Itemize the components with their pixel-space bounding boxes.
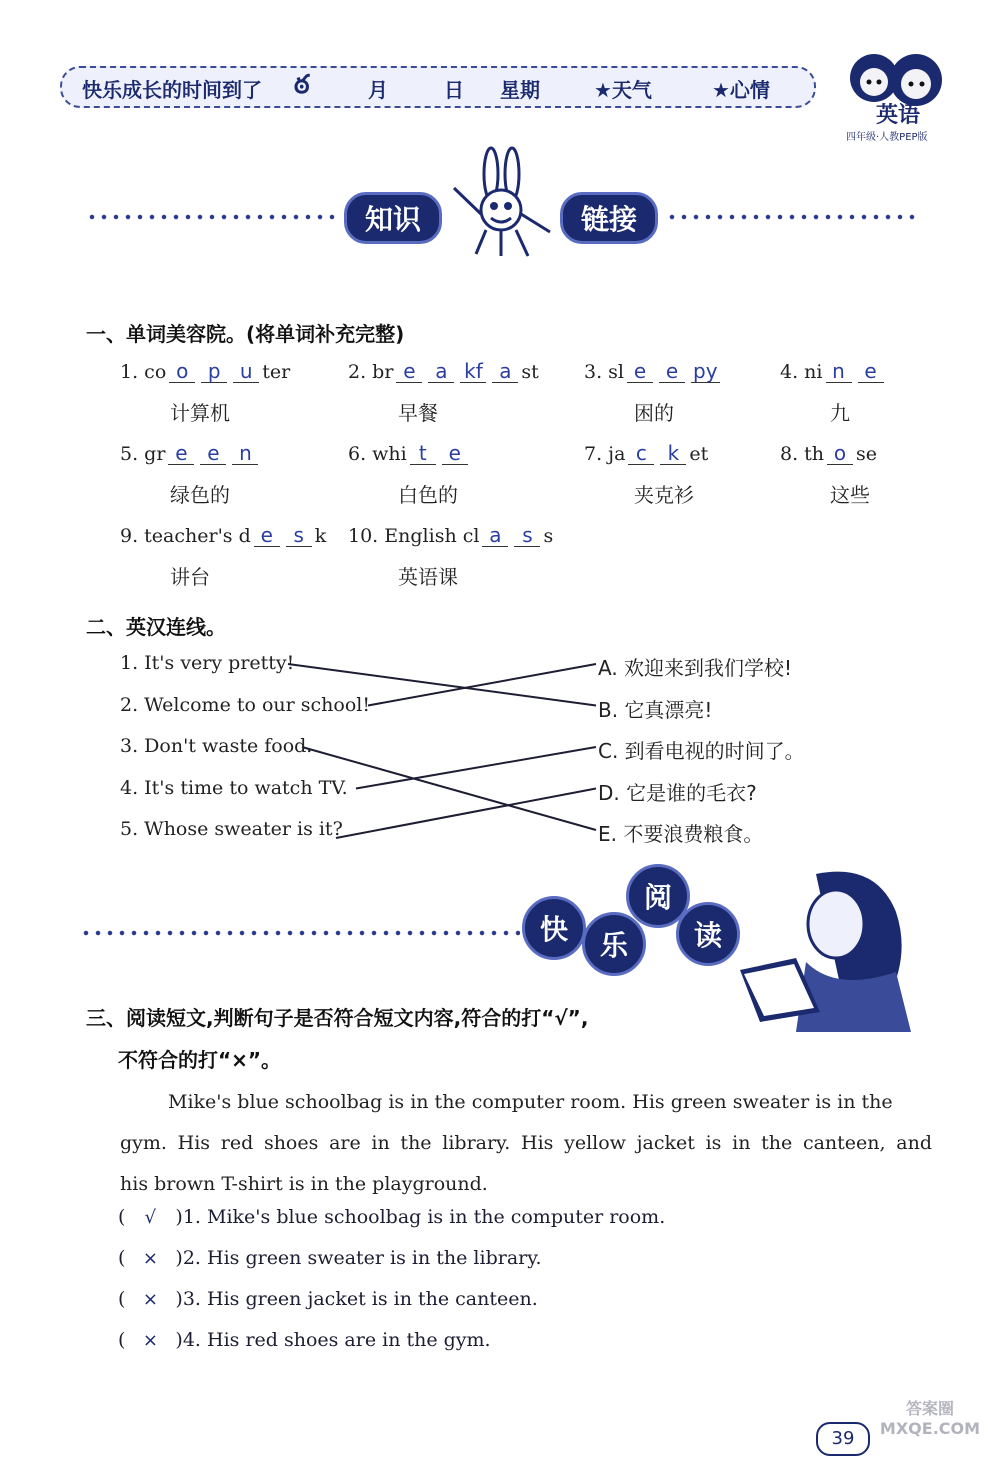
reading-girl-illustration: [736, 862, 926, 1040]
word-prefix: English cl: [384, 525, 480, 547]
passage-line-2: gym. His red shoes are in the library. His yellow jacket is in the canteen, and: [120, 1132, 932, 1154]
paren-close: ): [175, 1206, 183, 1228]
word-suffix: st: [521, 361, 539, 383]
section2-heading: 二、英汉连线。: [86, 615, 226, 639]
filled-blank: s: [286, 524, 312, 547]
judgement-statement: 1. Mike's blue schoolbag is in the computer room.: [182, 1206, 666, 1228]
word-suffix: ter: [262, 361, 291, 383]
word-meaning: 英语课: [398, 565, 458, 589]
header-day: 日: [444, 78, 464, 102]
filled-blank: a: [428, 360, 454, 383]
reading-passage: [120, 1082, 932, 1205]
paren-open: (: [118, 1329, 126, 1351]
filled-blank: t: [410, 442, 436, 465]
word-number: 5.: [120, 443, 145, 465]
word-suffix: k: [314, 525, 327, 547]
word-meaning: 计算机: [170, 401, 230, 425]
passage-line-1: Mike's blue schoolbag is in the computer room. His green sweater is in the: [168, 1091, 893, 1113]
word-prefix: ni: [804, 361, 823, 383]
filled-blank: e: [168, 442, 194, 465]
section3-heading-line2: 不符合的打“×”。: [118, 1048, 282, 1072]
word-number: 4.: [780, 361, 805, 383]
filled-blank: u: [233, 360, 259, 383]
filled-blank: e: [200, 442, 226, 465]
filled-blank: c: [628, 442, 654, 465]
judgement-row: [118, 1206, 665, 1228]
word-prefix: br: [372, 361, 394, 383]
judgement-row: [118, 1288, 538, 1310]
word-number: 9.: [120, 525, 145, 547]
filled-blank: n: [826, 360, 852, 383]
filled-blank: s: [514, 524, 540, 547]
match-line: [288, 664, 596, 706]
answer-mark: ×: [142, 1248, 158, 1269]
judgement-row: [118, 1247, 541, 1269]
chinese-phrase: B. 它真漂亮!: [598, 697, 713, 722]
page-number: 39: [816, 1422, 870, 1456]
answer-mark: ×: [142, 1289, 158, 1310]
section1-heading: 一、单词美容院。(将单词补充完整): [86, 322, 405, 346]
word-number: 6.: [348, 443, 373, 465]
filled-blank: o: [827, 442, 853, 465]
word-prefix: sl: [608, 361, 624, 383]
match-line: [336, 789, 596, 839]
chinese-phrase: D. 它是谁的毛衣?: [598, 780, 757, 805]
word-number: 10.: [348, 525, 385, 547]
word-suffix: se: [856, 443, 878, 465]
paren-close: ): [175, 1288, 183, 1310]
bug-doodle-icon: ఠ: [294, 70, 310, 100]
english-phrase: 3. Don't waste food.: [120, 735, 313, 757]
word-meaning: 夹克衫: [634, 483, 694, 507]
word-meaning: 讲台: [170, 565, 210, 589]
filled-blank: e: [627, 360, 653, 383]
word-number: 2.: [348, 361, 373, 383]
filled-blank: e: [659, 360, 685, 383]
judgement-statement: 2. His green sweater is in the library.: [182, 1247, 542, 1269]
chinese-phrase: E. 不要浪费粮食。: [598, 822, 764, 846]
filled-blank: n: [232, 442, 258, 465]
reading-title-1: 快: [522, 896, 586, 960]
word-meaning: 白色的: [398, 483, 458, 507]
word-suffix: et: [689, 443, 709, 465]
word-meaning: 绿色的: [170, 483, 230, 507]
filled-blank: e: [858, 360, 884, 383]
header-mood: ★心情: [712, 78, 770, 102]
word-meaning: 困的: [634, 401, 674, 425]
grade-label: 四年级·人教PEP版: [846, 132, 928, 143]
header-month: 月: [368, 78, 388, 102]
word-prefix: gr: [144, 443, 166, 465]
section3-heading-line1: 三、阅读短文,判断句子是否符合短文内容,符合的打“√”,: [86, 1006, 589, 1030]
filled-blank: kf: [460, 360, 486, 383]
knowledge-title-right: 链接: [560, 192, 658, 244]
paren-open: (: [118, 1247, 126, 1269]
filled-blank: py: [693, 359, 718, 383]
match-line: [302, 747, 596, 830]
filled-blank: a: [492, 360, 518, 383]
word-number: 8.: [780, 443, 805, 465]
filled-blank: a: [482, 524, 508, 547]
match-line: [356, 747, 596, 789]
header-weekday: 星期: [500, 78, 540, 102]
paren-open: (: [118, 1206, 126, 1228]
header-weather: ★天气: [594, 78, 652, 102]
chinese-phrase: A. 欢迎来到我们学校!: [598, 656, 793, 680]
paren-close: ): [175, 1247, 183, 1269]
word-prefix: co: [144, 361, 167, 383]
knowledge-title-left: 知识: [344, 192, 442, 244]
word-meaning: 这些: [830, 483, 870, 507]
header-slogan: 快乐成长的时间到了: [82, 78, 262, 102]
reading-title-4: 读: [676, 902, 740, 966]
english-phrase: 4. It's time to watch TV.: [120, 776, 348, 799]
answer-mark: ×: [142, 1330, 158, 1351]
filled-blank: o: [169, 360, 195, 383]
english-phrase: 5. Whose sweater is it?: [120, 818, 343, 840]
filled-blank: e: [396, 360, 422, 383]
english-phrase: 2. Welcome to our school!: [120, 693, 370, 716]
filled-blank: e: [254, 524, 280, 547]
word-meaning: 九: [830, 401, 850, 425]
subject-label: 英语: [876, 103, 921, 128]
filled-blank: k: [660, 442, 686, 465]
chinese-phrase: C. 到看电视的时间了。: [598, 739, 805, 763]
word-number: 1.: [120, 361, 145, 383]
word-prefix: th: [804, 443, 825, 465]
filled-blank: p: [201, 360, 227, 383]
reading-title-2: 乐: [582, 912, 646, 976]
paren-close: ): [175, 1329, 183, 1351]
word-prefix: teacher's d: [144, 525, 251, 547]
word-prefix: whi: [372, 443, 407, 465]
watermark: 答案圈 MXQE.COM: [879, 1399, 981, 1438]
answer-mark: √: [144, 1207, 157, 1228]
match-line: [368, 664, 596, 706]
reading-title-3: 阅: [626, 864, 690, 928]
paren-open: (: [118, 1288, 126, 1310]
passage-line-3: his brown T-shirt is in the playground.: [120, 1173, 488, 1195]
word-number: 3.: [584, 361, 609, 383]
english-phrase: 1. It's very pretty!: [120, 652, 295, 674]
word-suffix: s: [543, 525, 554, 547]
judgement-row: [118, 1329, 491, 1351]
divider-reading: [80, 930, 520, 936]
judgement-statement: 4. His red shoes are in the gym.: [182, 1329, 491, 1351]
word-meaning: 早餐: [398, 401, 438, 425]
word-number: 7.: [584, 443, 609, 465]
word-prefix: ja: [608, 443, 626, 465]
judgement-statement: 3. His green jacket is in the canteen.: [182, 1288, 538, 1310]
filled-blank: e: [442, 442, 468, 465]
